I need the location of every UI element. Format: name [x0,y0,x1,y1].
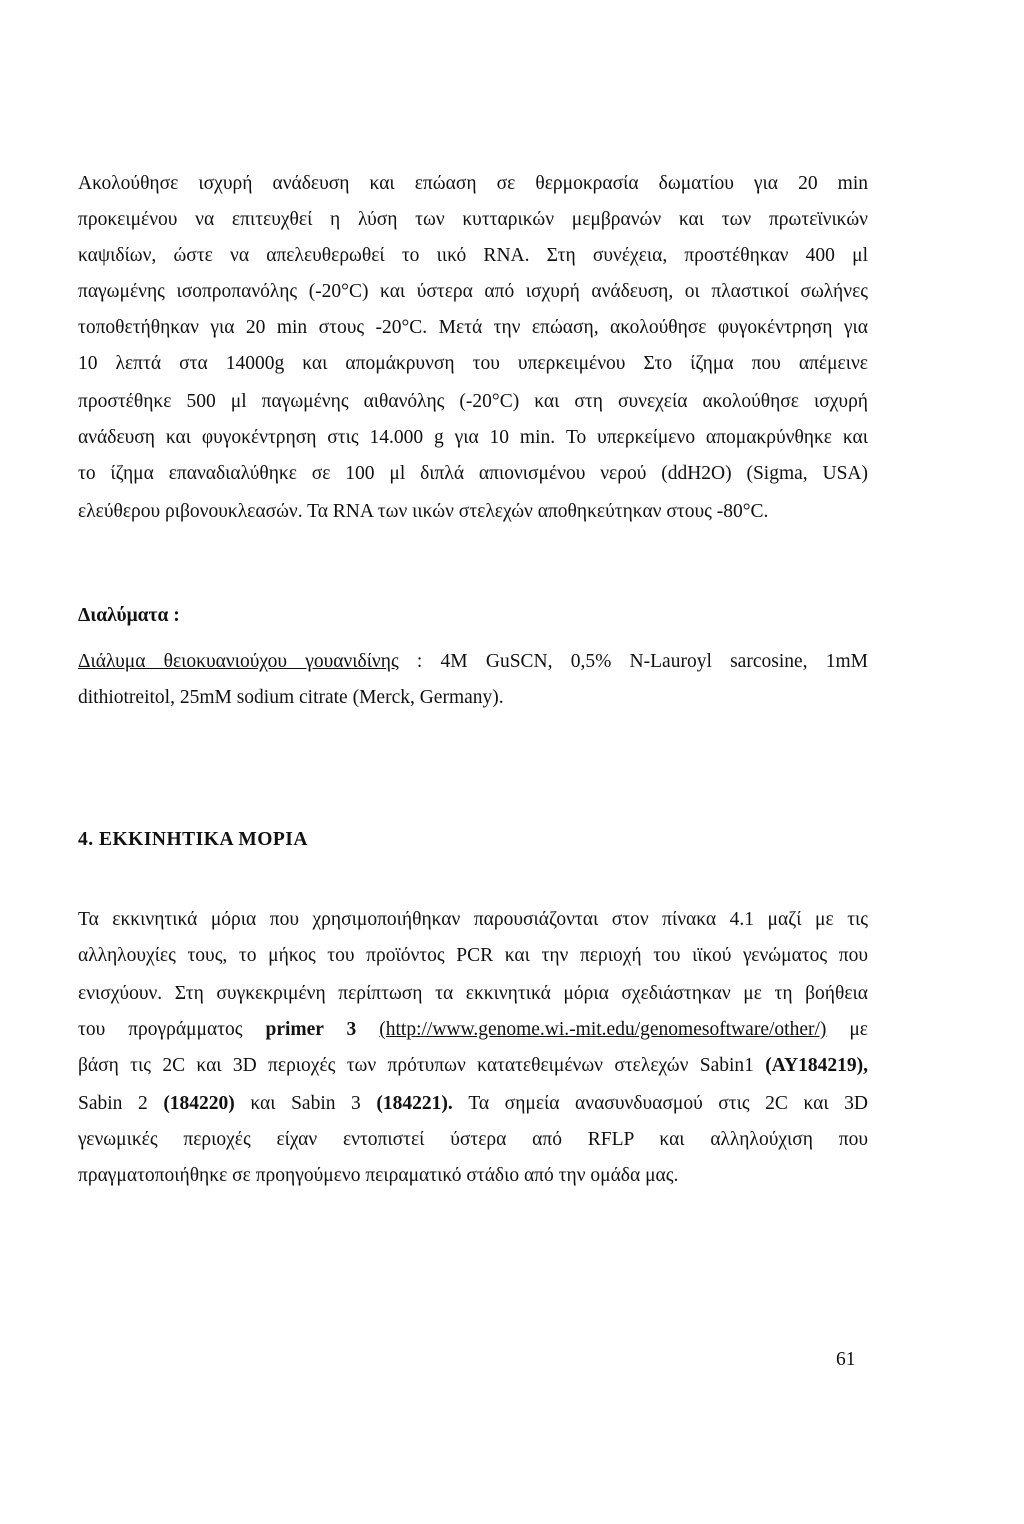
guanidine-solution-line [78,650,868,674]
section-4-line-1: Τα εκκινητικά μόρια που χρησιμοποιήθηκαν παρουσιάζονται στον πίνακα 4.1 μαζί με τις [78,909,868,930]
paragraph-1-line-10: ελεύθερου ριβονουκλεασών. Τα RNA των ιικών στελεχών αποθηκεύτηκαν στους -80°C. [78,501,769,522]
paragraph-1-line-9: το ίζημα επαναδιαλύθηκε σε 100 μl διπλά απιονισμένου νερού (ddH2O) (Sigma, USA) [78,463,868,484]
paragraph-1-line-2: προκειμένου να επιτευχθεί η λύση των κυτταρικών μεμβρανών και των πρωτεϊνικών [78,209,868,230]
page-number: 61 [836,1349,856,1370]
accession-sabin1: (AY184219), [765,1055,868,1076]
section-4-line-8: πραγματοποιήθηκε σε προηγούμενο πειραματικό στάδιο από την ομάδα μας. [78,1165,679,1186]
guanidine-solution-line-2: dithiotreitol, 25mM sodium citrate (Merck, Germany). [78,687,504,708]
section-4-line-4 [78,1018,868,1042]
paragraph-1-line-3: καψιδίων, ώστε να απελευθερωθεί το ιικό RNA. Στη συνέχεια, προστέθηκαν 400 μl [78,245,868,266]
paragraph-1-line-8: ανάδευση και φυγοκέντρηση στις 14.000 g για 10 min. Το υπερκείμενο απομακρύνθηκε και [78,427,868,448]
paragraph-1-line-5: τοποθετήθηκαν για 20 min στους -20°C. Μετά την επώαση, ακολούθησε φυγοκέντρηση για [78,317,868,338]
section-4-line-6-start: Sabin 2 [78,1093,164,1114]
paragraph-1-line-6: 10 λεπτά στα 14000g και απομάκρυνση του υπερκειμένου Στο ίζημα που απέμεινε [78,353,868,374]
paragraph-1-line-7: προστέθηκε 500 μl παγωμένης αιθανόλης (-20°C) και στη συνεχεία ακολούθησε ισχυρή [78,391,868,412]
section-4-line-4-start: του προγράμματος [78,1019,266,1040]
solutions-heading: Διαλύματα : [78,605,180,626]
paragraph-1-line-1: Ακολούθησε ισχυρή ανάδευση και επώαση σε θερμοκρασία δωματίου για 20 min [78,173,868,194]
paragraph-1-line-4: παγωμένης ισοπροπανόλης (-20°C) και ύστερα από ισχυρή ανάδευση, οι πλαστικοί σωλήνες [78,281,868,302]
section-4-line-2: αλληλουχίες τους, το μήκος του προϊόντος PCR και την περιοχή του ιϊκού γενώματος που [78,945,868,966]
section-4-line-7: γενωμικές περιοχές είχαν εντοπιστεί ύστερα από RFLP και αλληλούχιση που [78,1129,868,1150]
accession-sabin3: (184221). [376,1093,453,1114]
accession-sabin2: (184220) [163,1093,235,1114]
primer3-program-name: primer 3 [265,1019,357,1040]
section-4-line-6 [78,1092,868,1116]
section-4-line-5-text: βάση τις 2C και 3D περιοχές των πρότυπων κατατεθειμένων στελεχών Sabin1 [78,1055,766,1076]
section-4-heading: 4. ΕΚΚΙΝΗΤΙΚΑ ΜΟΡΙΑ [78,829,308,850]
guanidine-solution-composition: : 4M GuSCN, 0,5% N-Lauroyl sarcosine, 1mM [416,651,868,672]
section-4-line-4-end: με [849,1019,868,1040]
primer3-link[interactable]: (http://www.genome.wi.-mit.edu/genomesoftware/other/) [379,1019,827,1040]
section-4-line-3: ενισχύουν. Στη συγκεκριμένη περίπτωση τα εκκινητικά μόρια σχεδιάστηκαν με τη βοήθεια [78,983,868,1004]
guanidine-solution-label: Διάλυμα θειοκυανιούχου γουανιδίνης [78,651,399,672]
section-4-line-6-middle: και Sabin 3 [250,1093,377,1114]
section-4-line-6-end: Τα σημεία ανασυνδυασμού στις 2C και 3D [468,1093,869,1114]
section-4-line-5 [78,1054,868,1078]
